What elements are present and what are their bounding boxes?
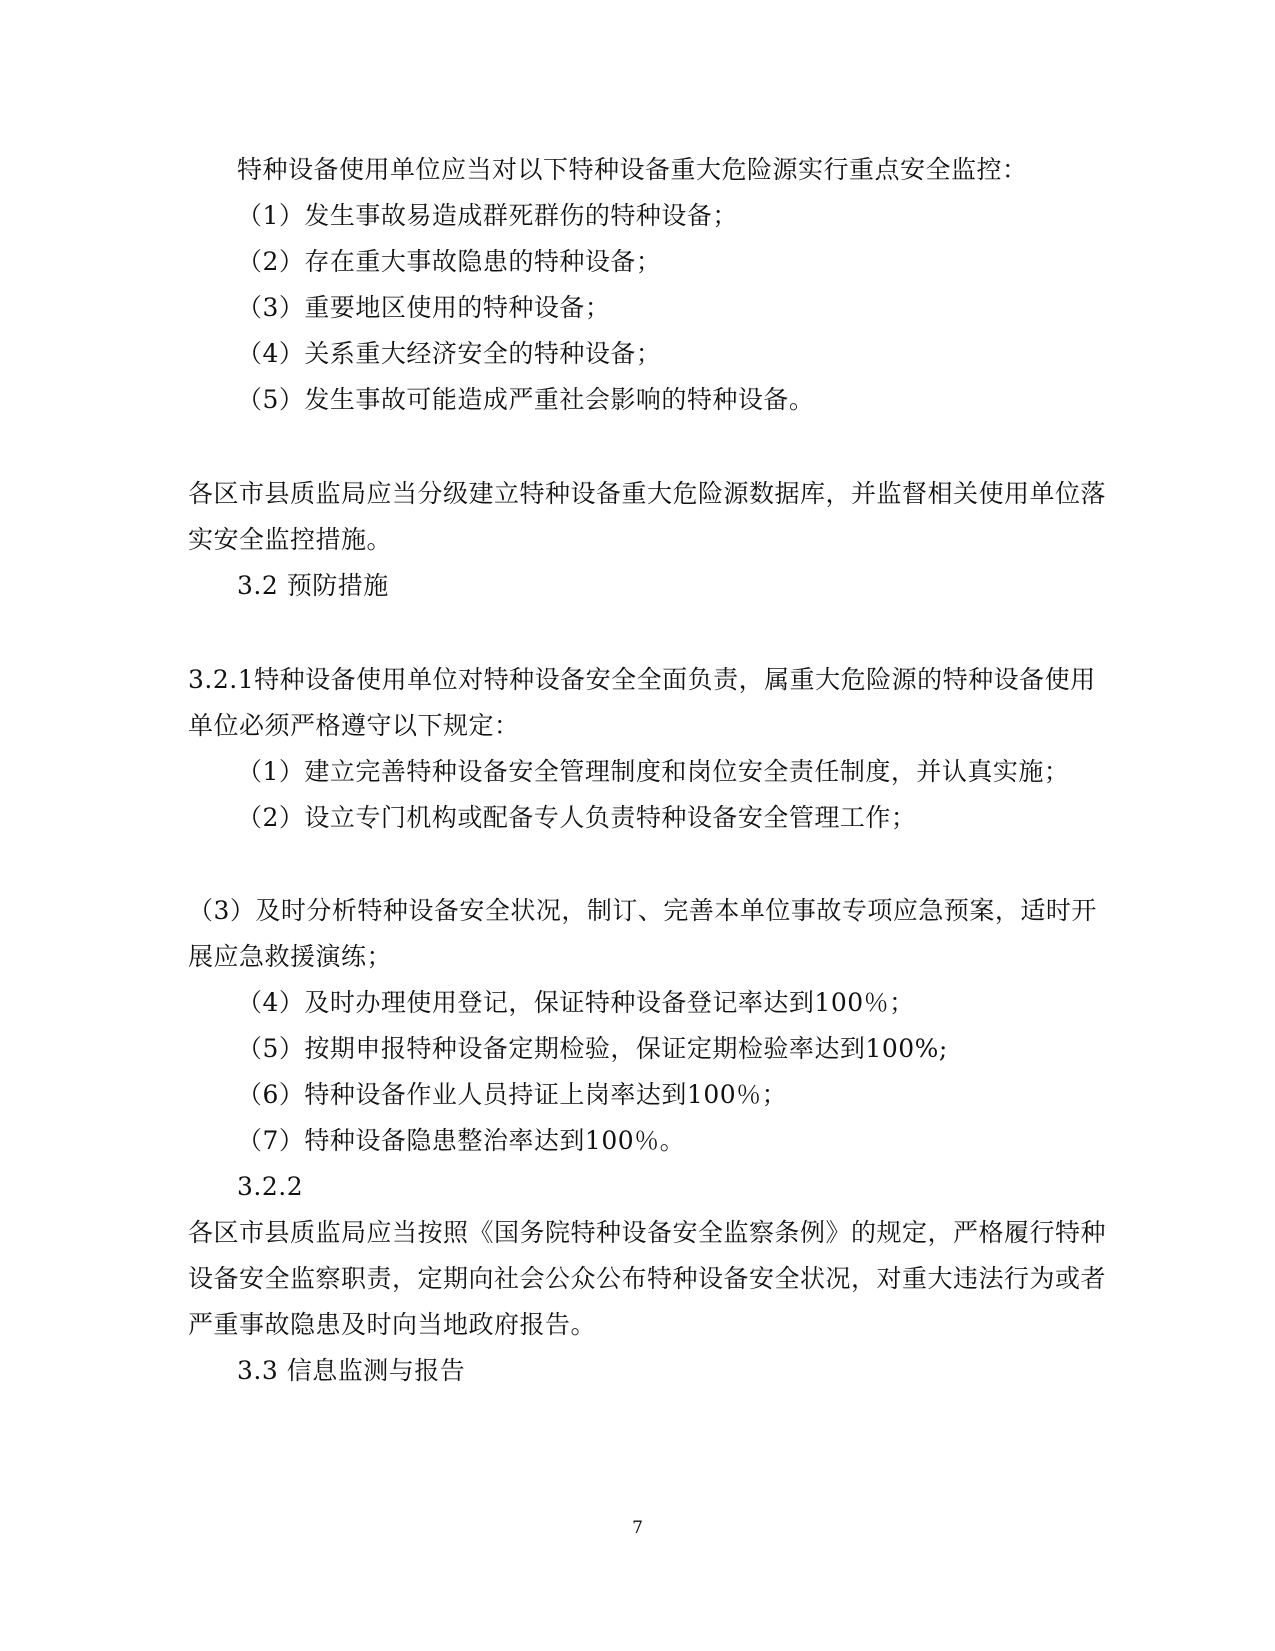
paragraph-3-2-2-line-1: 各区市县质监局应当按照《国务院特种设备安全监察条例》的规定，严格履行特种 bbox=[188, 1218, 1107, 1247]
section-heading-3-2-2: 3.2.2 bbox=[237, 1172, 304, 1201]
database-paragraph-line-1: 各区市县质监局应当分级建立特种设备重大危险源数据库，并监督相关使用单位落 bbox=[188, 479, 1107, 508]
rule-item-4: （4）及时办理使用登记，保证特种设备登记率达到100％； bbox=[237, 988, 915, 1017]
rule-item-3-line-2: 展应急救援演练； bbox=[188, 942, 393, 971]
rule-item-6: （6）特种设备作业人员持证上岗率达到100％； bbox=[237, 1080, 788, 1109]
database-paragraph-line-2: 实安全监控措施。 bbox=[188, 525, 393, 554]
rule-item-3-line-1: （3）及时分析特种设备安全状况，制订、完善本单位事故专项应急预案，适时开 bbox=[188, 896, 1097, 925]
hazard-item-5: （5）发生事故可能造成严重社会影响的特种设备。 bbox=[237, 385, 815, 414]
hazard-item-4: （4）关系重大经济安全的特种设备； bbox=[237, 339, 662, 368]
page-number: 7 bbox=[632, 1518, 643, 1538]
paragraph-3-2-1-line-1: 3.2.1特种设备使用单位对特种设备安全全面负责，属重大危险源的特种设备使用 bbox=[188, 665, 1096, 694]
hazard-item-1: （1）发生事故易造成群死群伤的特种设备； bbox=[237, 201, 738, 230]
section-heading-3-3: 3.3 信息监测与报告 bbox=[237, 1356, 466, 1385]
rule-item-1: （1）建立完善特种设备安全管理制度和岗位安全责任制度，并认真实施； bbox=[237, 757, 1070, 786]
intro-text: 特种设备使用单位应当对以下特种设备重大危险源实行重点安全监控： bbox=[237, 155, 1028, 184]
paragraph-3-2-2-line-3: 严重事故隐患及时向当地政府报告。 bbox=[188, 1310, 597, 1339]
hazard-item-3: （3）重要地区使用的特种设备； bbox=[237, 293, 611, 322]
rule-item-5: （5）按期申报特种设备定期检验，保证定期检验率达到100%; bbox=[237, 1034, 948, 1063]
paragraph-3-2-2-line-2: 设备安全监察职责，定期向社会公众公布特种设备安全状况，对重大违法行为或者 bbox=[188, 1264, 1107, 1293]
rule-item-2: （2）设立专门机构或配备专人负责特种设备安全管理工作； bbox=[237, 803, 917, 832]
section-heading-3-2: 3.2 预防措施 bbox=[237, 571, 389, 600]
paragraph-3-2-1-line-2: 单位必须严格遵守以下规定： bbox=[188, 711, 520, 740]
hazard-item-2: （2）存在重大事故隐患的特种设备； bbox=[237, 247, 662, 276]
rule-item-7: （7）特种设备隐患整治率达到100％。 bbox=[237, 1126, 686, 1155]
